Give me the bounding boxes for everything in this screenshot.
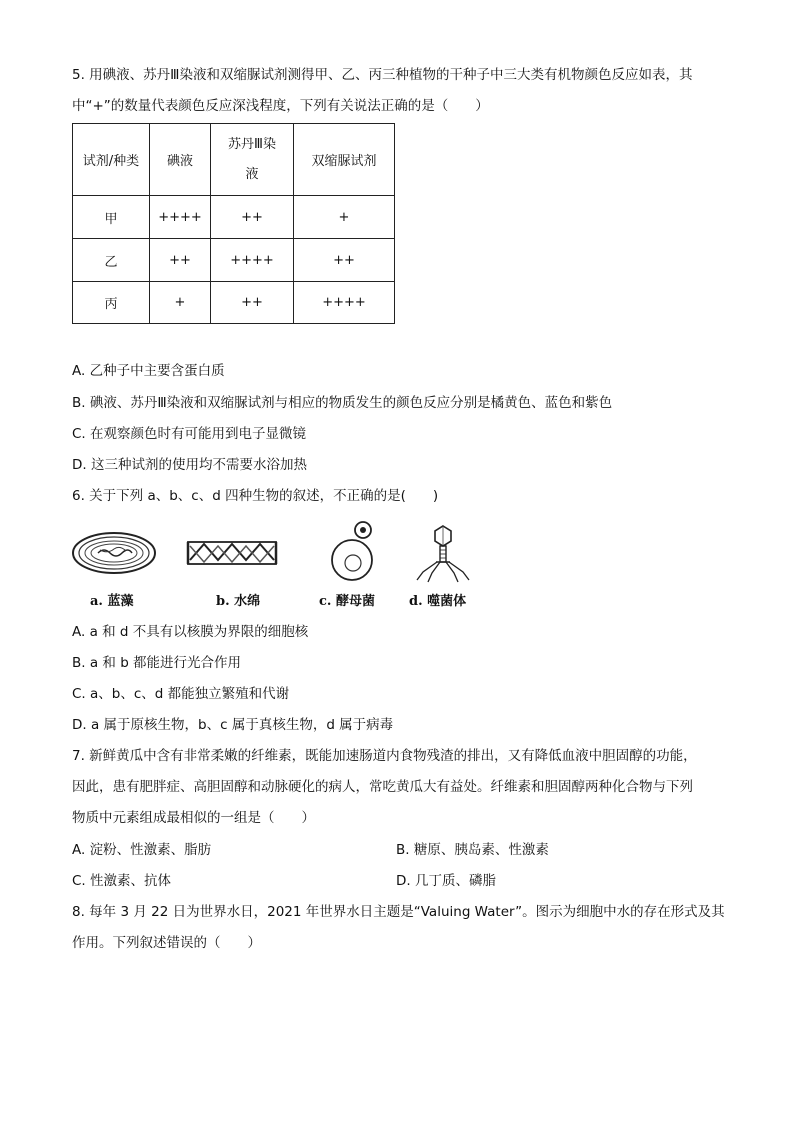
q8-stem-line1: 8. 每年 3 月 22 日为世界水日，2021 年世界水日主题是“Valuing Water”。图示为细胞中水的存在形式及其 <box>72 904 725 920</box>
q5-option-b: B. 碘液、苏丹Ⅲ染液和双缩脲试剂与相应的物质发生的颜色反应分别是橘黄色、蓝色和紫色 <box>72 395 613 411</box>
q7-option-b: B. 糖原、胰岛素、性激素 <box>396 842 549 858</box>
q5-reaction-table <box>72 123 395 324</box>
q6-option-d: D. a 属于原核生物，b、c 属于真核生物，d 属于病毒 <box>72 717 394 733</box>
table-row <box>73 282 395 324</box>
q5-option-a: A. 乙种子中主要含蛋白质 <box>72 363 225 379</box>
q7-option-d: D. 几丁质、磷脂 <box>396 873 496 889</box>
table-cell: ++++ <box>150 196 211 239</box>
q5-option-c: C. 在观察颜色时有可能用到电子显微镜 <box>72 426 307 442</box>
table-cell: ++ <box>150 239 211 282</box>
table-row <box>73 196 395 239</box>
q7-option-a: A. 淀粉、性激素、脂肪 <box>72 842 212 858</box>
q6-option-c: C. a、b、c、d 都能独立繁殖和代谢 <box>72 686 290 702</box>
caption-d: d. 噬菌体 <box>409 594 467 609</box>
table-header-sudan-line2: 液 <box>245 166 259 182</box>
table-row <box>73 239 395 282</box>
q7-stem-line3: 物质中元素组成最相似的一组是（ ） <box>72 810 315 826</box>
table-cell: ++ <box>211 196 294 239</box>
yeast-drawing <box>332 522 372 580</box>
q5-stem-line2: 中“+”的数量代表颜色反应深浅程度，下列有关说法正确的是（ ） <box>72 98 489 114</box>
table-cell: ++ <box>211 282 294 324</box>
q6-option-b: B. a 和 b 都能进行光合作用 <box>72 655 242 671</box>
bacteriophage-drawing <box>417 526 469 582</box>
spirogyra-drawing <box>188 542 276 564</box>
q6-stem: 6. 关于下列 a、b、c、d 四种生物的叙述，不正确的是( ) <box>72 488 439 504</box>
q7-stem-line2: 因此，患有肥胖症、高胆固醇和动脉硬化的病人，常吃黄瓜大有益处。纤维素和胆固醇两种化合物与下列 <box>72 779 693 795</box>
table-header-sudan-line1: 苏丹Ⅲ染 <box>228 136 276 152</box>
q7-stem-line1: 7. 新鲜黄瓜中含有非常柔嫩的纤维素，既能加速肠道内食物残渣的排出，又有降低血液中胆固醇的功能， <box>72 748 697 764</box>
table-header-reagent: 试剂/种类 <box>73 124 150 196</box>
table-header-biuret: 双缩脲试剂 <box>294 124 395 196</box>
table-cell: ++++ <box>211 239 294 282</box>
table-cell: + <box>150 282 211 324</box>
q6-option-a: A. a 和 d 不具有以核膜为界限的细胞核 <box>72 624 309 640</box>
table-cell: + <box>294 196 395 239</box>
table-cell: 丙 <box>73 282 150 324</box>
q8-stem-line2: 作用。下列叙述错误的（ ） <box>72 935 261 951</box>
cyanobacteria-drawing <box>73 533 155 573</box>
table-cell: ++ <box>294 239 395 282</box>
caption-c: c. 酵母菌 <box>319 594 375 609</box>
q5-option-d: D. 这三种试剂的使用均不需要水浴加热 <box>72 457 307 473</box>
table-cell: ++++ <box>294 282 395 324</box>
table-header-iodine: 碘液 <box>150 124 211 196</box>
table-header-sudan <box>211 124 294 196</box>
table-cell: 乙 <box>73 239 150 282</box>
q5-stem-line1: 5. 用碘液、苏丹Ⅲ染液和双缩脲试剂测得甲、乙、丙三种植物的干种子中三大类有机物颜色反应如表，其 <box>72 67 693 83</box>
caption-b: b. 水绵 <box>216 594 261 609</box>
table-cell: 甲 <box>73 196 150 239</box>
caption-a: a. 蓝藻 <box>90 594 134 609</box>
q7-option-c: C. 性激素、抗体 <box>72 873 172 889</box>
